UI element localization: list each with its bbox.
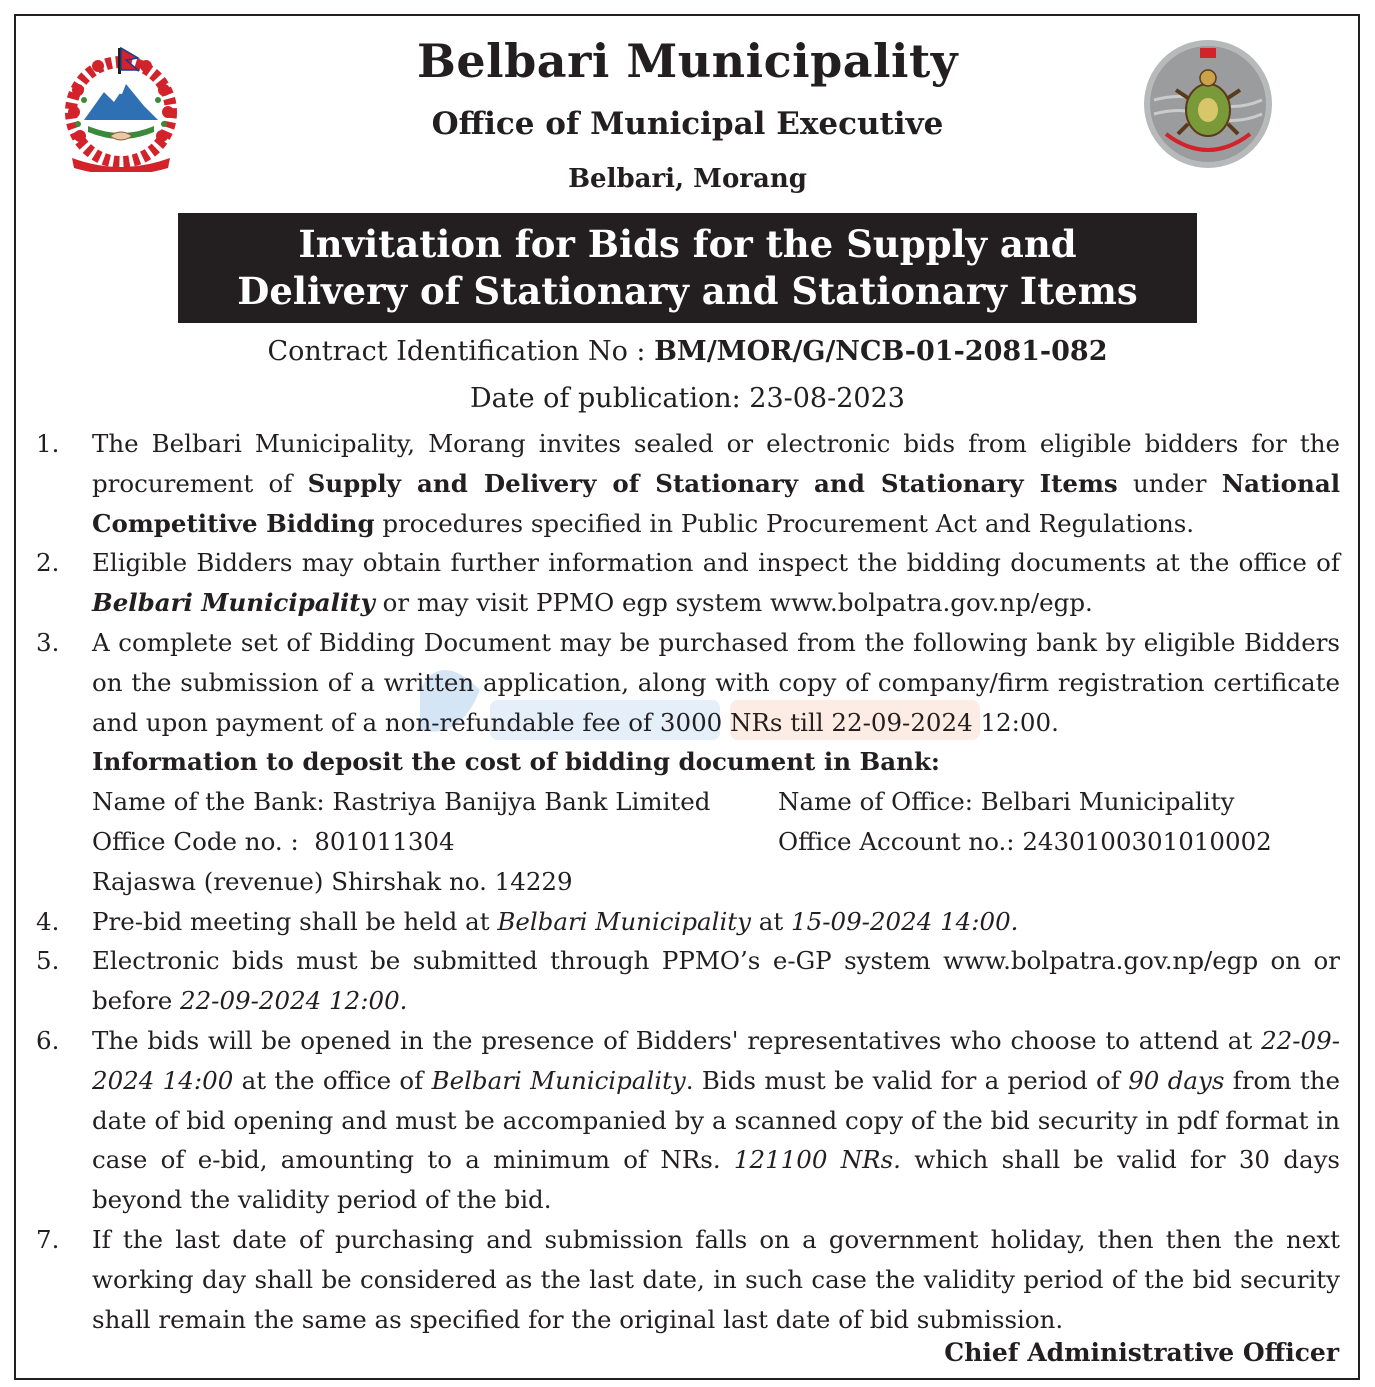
publication-date: Date of publication: 23-08-2023 (470, 383, 905, 414)
item-italic-text: 15-09-2024 14:00. (791, 906, 1019, 936)
notice-items (36, 424, 1340, 1339)
notice-title-banner (178, 213, 1197, 323)
office-account: Office Account no.: 2430100301010002 (778, 826, 1272, 856)
banner-line-2: Delivery of Stationary and Stationary Items (237, 269, 1138, 313)
item-number: 5. (36, 946, 60, 976)
list-item-4 (36, 902, 1340, 942)
item-text: The Belbari Municipality, Morang invites sealed or electronic bids from eligible bidders for the procurement of (92, 429, 1340, 498)
bank-name: Name of the Bank: Rastriya Banijya Bank Limited (92, 787, 711, 817)
item-text: under (1117, 468, 1222, 498)
item-number: 4. (36, 906, 60, 936)
contract-label: Contract Identification No : (267, 336, 655, 367)
bank-info-heading: Information to deposit the cost of bidding document in Bank: (92, 747, 940, 777)
bank-info-row (36, 822, 1340, 862)
item-text: A complete set of Bidding Document may be purchased from the following bank by eligible Bidders on the submission of a written application, along with copy of company/firm registration certificate and upon payment of a non-refundable fee of 3000 NRs till 22-09-2024 12:00. (92, 627, 1340, 737)
revenue-heading: Rajaswa (revenue) Shirshak no. 14229 (92, 866, 573, 896)
item-text: The bids will be opened in the presence of Bidders' representatives who choose to attend at (92, 1025, 1262, 1055)
office-title: Office of Municipal Executive (431, 106, 944, 142)
item-italic-text: 22-09-2024 14:00 (92, 1025, 1340, 1095)
item-text: . Bids must be valid for a period of (685, 1065, 1129, 1095)
item-text: which shall be valid for 30 days beyond the validity period of the bid. (92, 1145, 1340, 1215)
list-item-2 (36, 543, 1340, 623)
banner-line-1: Invitation for Bids for the Supply and (298, 222, 1077, 266)
item-number: 7. (36, 1224, 60, 1254)
contract-identification (0, 336, 1375, 367)
office-code: Office Code no. : 801011304 (92, 826, 455, 856)
item-bold-text: Supply and Delivery of Stationary and Stationary Items (307, 468, 1118, 498)
item-italic-text: . 121100 NRs. (712, 1145, 901, 1175)
item-text: Eligible Bidders may obtain further information and inspect the bidding documents at the office of (92, 548, 1340, 578)
office-name: Name of Office: Belbari Municipality (778, 787, 1235, 817)
item-number: 2. (36, 548, 60, 578)
item-text: at (751, 906, 792, 936)
item-number: 1. (36, 429, 60, 458)
location-title: Belbari, Morang (568, 164, 807, 194)
item-italic-text: 90 days (1128, 1065, 1225, 1095)
item-bold-italic-text: Belbari Municipality (92, 588, 375, 618)
item-italic-text: Belbari Municipality (497, 906, 751, 936)
item-number: 3. (36, 627, 60, 657)
list-item-1 (36, 424, 1340, 543)
signature-title: Chief Administrative Officer (944, 1338, 1339, 1367)
contract-number: BM/MOR/G/NCB-01-2081-082 (654, 336, 1108, 367)
item-bold-text: National Competitive Bidding (92, 468, 1341, 538)
item-italic-text: 22-09-2024 12:00. (180, 986, 408, 1016)
bank-info-row (36, 862, 1340, 902)
list-item-5 (36, 941, 1340, 1021)
item-text: or may visit PPMO egp system www.bolpatra.gov.np/egp. (374, 588, 1093, 618)
bank-info-row (36, 782, 1340, 822)
list-item-3 (36, 623, 1340, 742)
item-italic-text: Belbari Municipality (431, 1065, 686, 1095)
item-text: at the office of (233, 1065, 432, 1095)
item-text: Pre-bid meeting shall be held at (92, 906, 498, 936)
list-item-7 (36, 1220, 1340, 1339)
item-text: If the last date of purchasing and submission falls on a government holiday, then then the next working day shall be considered as the last date, in such case the validity period of the bid security shall remain the same as specified for the original last date of bid submission. (92, 1224, 1340, 1334)
item-text: from the date of bid opening and must be accompanied by a scanned copy of the bid security in pdf format in case of e-bid, amounting to a minimum of NRs (92, 1065, 1340, 1175)
municipality-title: Belbari Municipality (417, 34, 958, 88)
item-text: Electronic bids must be submitted through PPMO’s e-GP system www.bolpatra.gov.np/egp on or before (92, 946, 1340, 1016)
item-number: 6. (36, 1025, 60, 1055)
list-item-6 (36, 1021, 1340, 1220)
item-text: procedures specified in Public Procurement Act and Regulations. (374, 508, 1195, 538)
